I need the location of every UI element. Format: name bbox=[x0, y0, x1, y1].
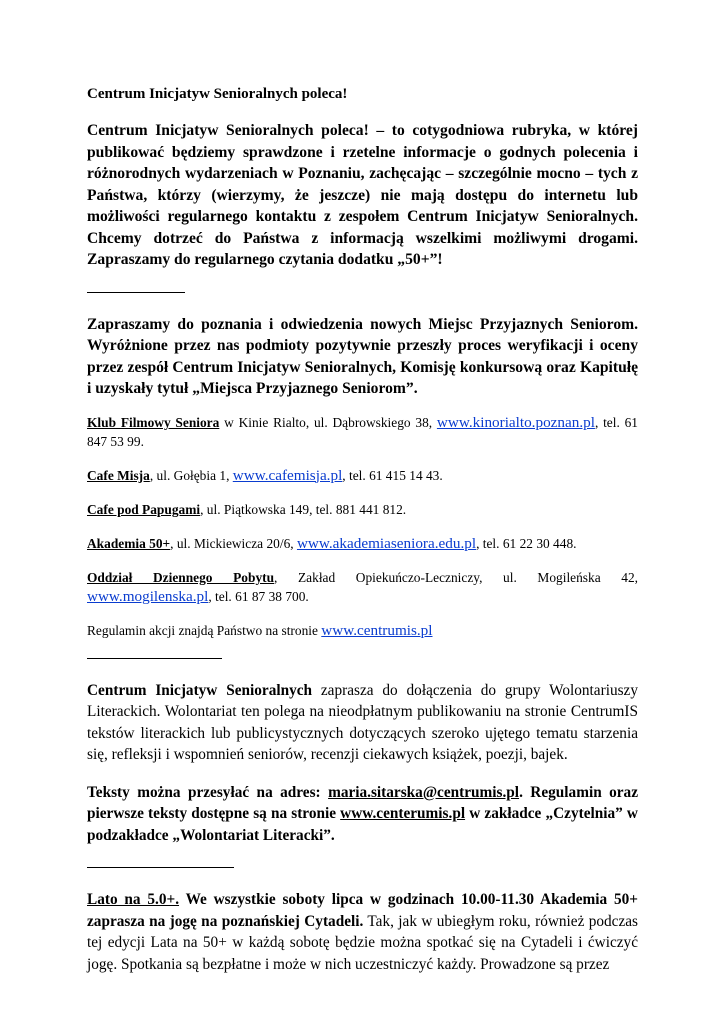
summer-paragraph bbox=[87, 889, 638, 975]
website-link[interactable]: www.centerumis.pl bbox=[340, 805, 466, 822]
place-name: Klub Filmowy Seniora bbox=[87, 414, 220, 430]
place-item bbox=[87, 413, 638, 451]
summer-text: Tak, jak w ubiegłym roku, również podczas tej edycji Lata na 50+ w każdą sobotę będzie można spotkać się na Cytadeli i ćwiczyć jogę. Spotkania są bezpłatne i może w nich uczestniczyć każdy. Prowadzone są przez bbox=[87, 912, 638, 973]
section-divider bbox=[87, 292, 185, 293]
document-content bbox=[87, 84, 638, 975]
summer-title: Lato na 5.0+. bbox=[87, 891, 180, 908]
volunteers-text: zaprasza do dołączenia do grupy Wolontariuszy Literackich. Wolontariat ten polega na nieodpłatnym publikowaniu na stronie CentrumIS tekstów literackich lub publicystycznych dotyczących szeroko ujętego tematu starzenia się, refleksji i wspomnień seniorów, recenzji ciekawych książek, poezji, bajek. bbox=[87, 681, 638, 763]
submission-text: Teksty można przesyłać na adres: bbox=[87, 783, 329, 801]
place-details: , ul. Piątkowska 149, tel. 881 441 812. bbox=[200, 501, 407, 517]
regulamin-link[interactable]: www.centrumis.pl bbox=[321, 621, 433, 639]
section-divider bbox=[87, 867, 234, 868]
submission-paragraph bbox=[87, 782, 638, 847]
email-link[interactable]: maria.sitarska@centrumis.pl bbox=[328, 783, 520, 801]
intro-paragraph: Centrum Inicjatyw Senioralnych poleca! – to cotygodniowa rubryka, w której publikować będziemy sprawdzone i rzetelne informacje o godnych polecenia i różnorodnych wydarzeniach w Poznaniu, zachęcając – szczególnie mocno – tych z Państwa, którzy (wierzymy, że jeszcze) nie mają dostępu do internetu lub możliwości regularnego kontaktu z zespołem Centrum Inicjatyw Senioralnych. Chcemy dotrzeć do Państwa z informacją wszelkimi możliwymi drogami. Zapraszamy do regularnego czytania dodatku „50+”! bbox=[87, 122, 638, 268]
submission-text-3: w zakładce „Czytelnia” w podzakładce „Wolontariat Literacki”. bbox=[87, 805, 638, 844]
org-name: Centrum Inicjatyw Senioralnych bbox=[87, 681, 313, 699]
place-phone: , tel. 61 847 53 99. bbox=[87, 414, 638, 449]
place-details: , ul. Mickiewicza 20/6, bbox=[170, 535, 297, 551]
place-phone: , tel. 61 415 14 43. bbox=[342, 467, 443, 483]
place-name: Akademia 50+ bbox=[87, 535, 171, 551]
place-link[interactable]: www.kinorialto.poznan.pl bbox=[436, 413, 595, 431]
place-name: Cafe Misja bbox=[87, 467, 150, 483]
place-phone: , tel. 61 87 38 700. bbox=[208, 588, 309, 604]
volunteers-paragraph bbox=[87, 680, 638, 766]
regulamin-text: Regulamin akcji znajdą Państwo na stronie bbox=[87, 622, 322, 638]
place-link[interactable]: www.akademiaseniora.edu.pl bbox=[296, 534, 477, 552]
section-divider bbox=[87, 658, 222, 659]
place-link[interactable]: www.cafemisja.pl bbox=[232, 466, 343, 484]
page-title: Centrum Inicjatyw Senioralnych poleca! bbox=[87, 86, 348, 102]
place-link[interactable]: www.mogilenska.pl bbox=[87, 587, 209, 605]
place-phone: , tel. 61 22 30 448. bbox=[476, 535, 577, 551]
place-details: , Zakład Opiekuńczo-Leczniczy, ul. Mogileńska 42, bbox=[274, 569, 638, 585]
place-details: w Kinie Rialto, ul. Dąbrowskiego 38, bbox=[219, 414, 437, 430]
regulamin-note bbox=[87, 621, 638, 640]
place-name: Cafe pod Papugami bbox=[87, 501, 201, 517]
place-name: Oddział Dziennego Pobytu bbox=[87, 569, 275, 585]
place-item bbox=[87, 568, 638, 606]
place-details: , ul. Gołębia 1, bbox=[149, 467, 233, 483]
place-item bbox=[87, 466, 638, 485]
submission-text-2: . Regulamin oraz pierwsze teksty dostępne są na stronie bbox=[87, 783, 638, 822]
place-item bbox=[87, 534, 638, 553]
summer-bold-text: We wszystkie soboty lipca w godzinach 10.00-11.30 Akademia 50+ zaprasza na jogę na poznańskiej Cytadeli. bbox=[87, 891, 638, 930]
place-item bbox=[87, 500, 638, 519]
places-intro-paragraph: Zapraszamy do poznania i odwiedzenia nowych Miejsc Przyjaznych Seniorom. Wyróżnione przez nas podmioty pozytywnie przeszły proces weryfikacji i oceny przez zespół Centrum Inicjatyw Senioralnych, Komisję konkursową oraz Kapitułę i uzyskały tytuł „Miejsca Przyjaznego Seniorom”. bbox=[87, 315, 638, 397]
